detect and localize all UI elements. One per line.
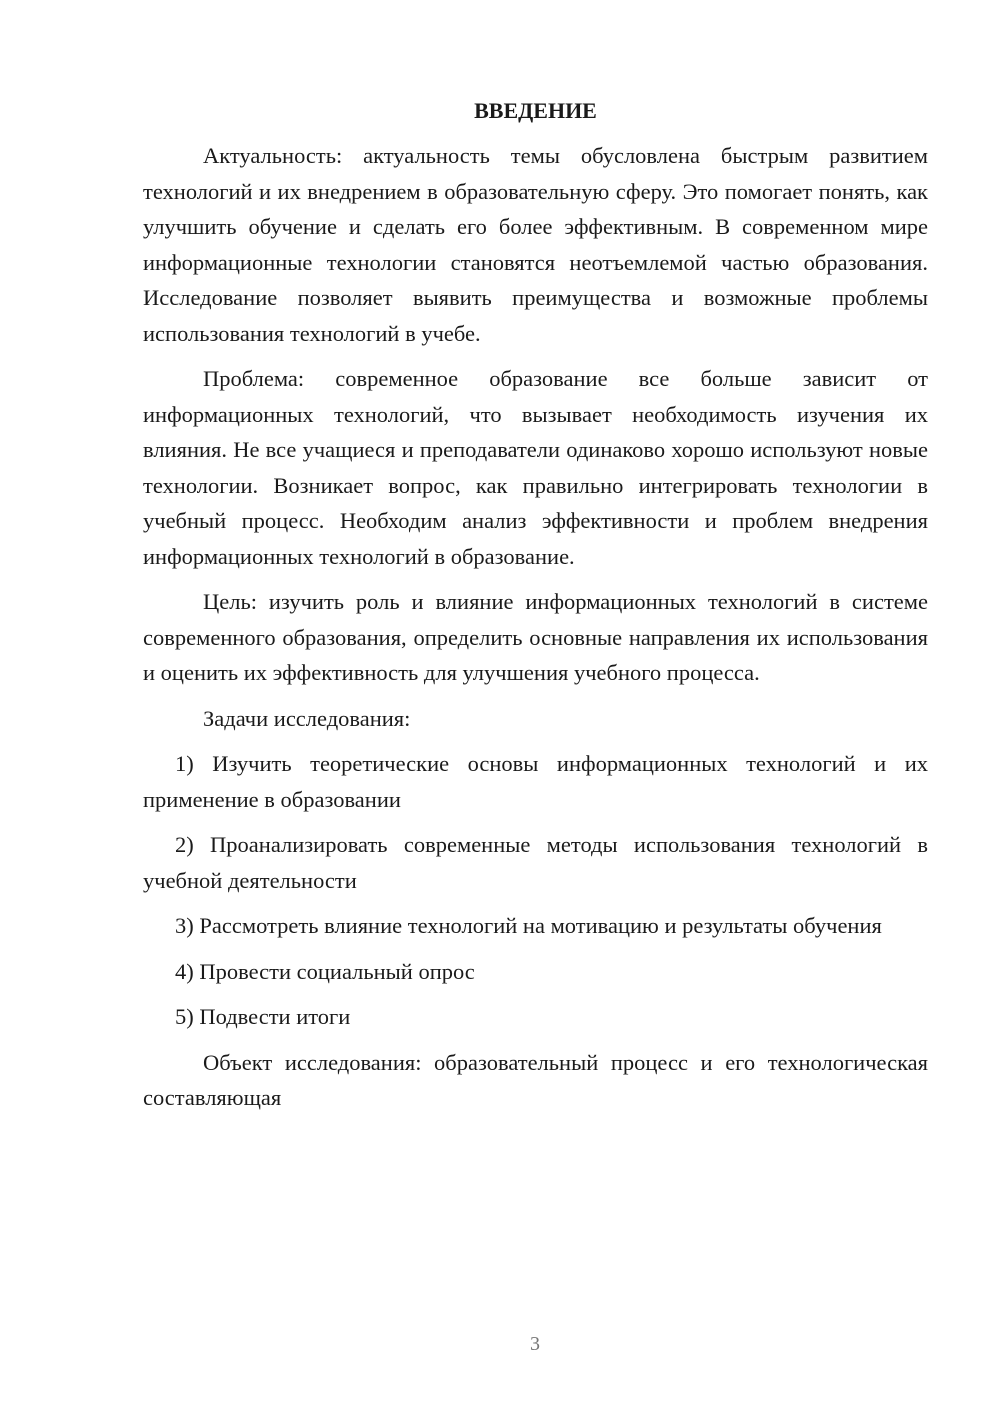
page-content [143, 92, 928, 1126]
object-paragraph: Объект исследования: образовательный процесс и его технологическая составляющая [143, 1049, 928, 1110]
section-heading: ВВЕДЕНИЕ [474, 98, 597, 123]
task-item-1: 1) Изучить теоретические основы информационных технологий и их применение в образовании [143, 751, 928, 812]
tasks-title: Задачи исследования: [203, 705, 411, 731]
page-number: 3 [530, 1333, 540, 1355]
task-item-4: 4) Провести социальный опрос [175, 958, 475, 984]
problem-paragraph: Проблема: современное образование все больше зависит от информационных технологий, что вызывает необходимость изучения их влияния. Не все учащиеся и преподаватели одинаково хорошо используют новые технологии. Возникает вопрос, как правильно интегрировать технологии в учебный процесс. Необходим анализ эффективности и проблем внедрения информационных технологий в образование. [143, 366, 928, 569]
task-item-3: 3) Рассмотреть влияние технологий на мотивацию и результаты обучения [175, 913, 882, 938]
relevance-paragraph: Актуальность: актуальность темы обусловлена быстрым развитием технологий и их внедрением в образовательную сферу. Это помогает понять, как улучшить обучение и сделать его более эффективным. В современном мире информационные технологии становятся неотъемлемой частью образования. Исследование позволяет выявить преимущества и возможные проблемы использования технологий в учебе. [143, 143, 928, 346]
task-item-5: 5) Подвести итоги [175, 1004, 351, 1029]
goal-paragraph: Цель: изучить роль и влияние информационных технологий в системе современного образования, определить основные направления их использования и оценить их эффективность для улучшения учебного процесса. [143, 589, 928, 685]
task-item-2: 2) Проанализировать современные методы использования технологий в учебной деятельности [143, 832, 928, 893]
